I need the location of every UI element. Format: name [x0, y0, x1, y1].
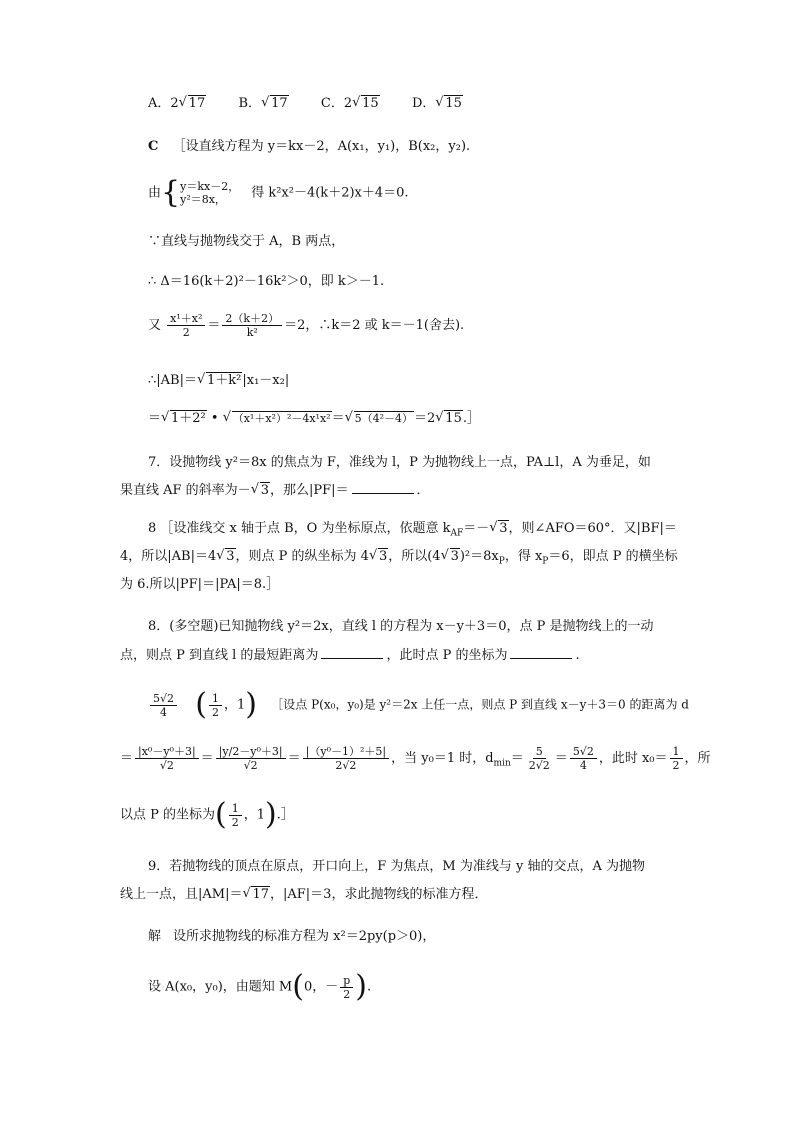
q7-answer-line2: 4，所以|AB|＝4√ 3，则点 P 的纵坐标为 4√ 3，所以(4√ $3)^2=8x_P$，得 $x_P=6$，即点 P 的横坐标	[120, 548, 678, 571]
q6-ab: ∴|AB|＝√ 1＋k²|x₁－x₂|	[148, 372, 289, 390]
q7-answer-line1: 8 ［设准线交 x 轴于点 B，O 为坐标原点，依题意 $k_{AF}=-√$ 3，则∠AFO＝60°．又|BF|＝	[148, 520, 677, 543]
choice-d: D．√ 15	[412, 96, 463, 111]
q9-solution-line2: 设 A(x₀，y₀)，由题知 M(0，－ $\frac{p}{2}$ ).	[148, 969, 372, 1004]
q7-line2: 果直线 AF 的斜率为－√ 3，那么|PF|＝ ．	[120, 481, 430, 500]
q6-calc: ＝√ 1＋2² • √ （x¹＋x²）²－4x¹x²＝√ 5（4²－4）＝2√ 15.］	[148, 410, 480, 428]
q8-blank-2[interactable]	[510, 646, 572, 659]
q7-line1: 7．设抛物线 y²＝8x 的焦点为 F，准线为 l，P 为抛物线上一点，PA⊥l，A 为垂足，如	[148, 455, 651, 470]
answer-choices	[148, 95, 463, 113]
q9-line1: 9．若抛物线的顶点在原点，开口向上，F 为焦点，M 为准线与 y 轴的交点，A 为抛物	[148, 859, 645, 874]
q7-blank[interactable]	[352, 481, 414, 494]
q6-answer-setup: C ［设直线方程为 y＝kx－2，A(x₁，y₁)，B(x₂，y₂).	[148, 139, 471, 154]
q8-line1: 8．(多空题)已知抛物线 y²＝2x，直线 l 的方程为 x－y＋3＝0，点 P 是抛物线上的一动	[148, 619, 654, 634]
q6-system: 由{ y＝kx－2， y²＝8x， 得 k²x²－4(k＋2)x＋4＝0.	[148, 175, 409, 210]
choice-c: C．2√ 15	[321, 96, 380, 111]
choice-a: A．2√ 17	[148, 96, 206, 111]
q8-line2: 点，则点 P 到直线 l 的最短距离为 ，此时点 P 的坐标为 .	[120, 648, 580, 663]
q8-distance: ＝ $\frac{\text{|x⁰－y⁰＋3|}}{√2}$ ＝ $\frac{\text{|y/2－y⁰＋3|}}{√2}$ ＝ $\frac{\text{|（y⁰－1）²＋5|}}{2√2}$ ，当 y₀＝1 时，$d_{min}=$ $\frac{5}{2√2}$ ＝ $\frac{5√2}{4}$ ，此时 x₀＝ $\frac{1}{2}$ ，所	[120, 745, 711, 772]
q8-answer-last: 以点 P 的坐标为( $\frac{1}{2}$ ，1).］	[120, 797, 294, 832]
answer-letter: C	[148, 139, 159, 154]
q6-intersect: ∵直线与抛物线交于 A，B 两点，	[148, 234, 345, 249]
q9-line2: 线上一点，且|AM|＝√ 17，|AF|＝3，求此抛物线的标准方程．	[120, 886, 487, 904]
q6-midpoint: 又 $\frac{\text{x¹＋x²}}{2}$ ＝ $\frac{2(k+2)}{\text{k²}}$ ＝2，∴k＝2 或 k＝－1(舍去).	[148, 312, 465, 339]
q9-solution-line1: 解 设所求抛物线的标准方程为 x²＝2py(p＞0)，	[148, 929, 436, 944]
choice-b: B．√ 17	[239, 96, 289, 111]
q8-answer-line1: $\frac{5√2}{4}$ ( $\frac{1}{2}$ ，1) ［设点 P(x₀，y₀)是 y²＝2x 上任一点，则点 P 到直线 x－y＋3＝0 的距离为 d	[148, 690, 689, 720]
q8-blank-1[interactable]	[321, 646, 383, 659]
q7-answer-line3: 为 6.所以|PF|＝|PA|＝8.］	[120, 577, 280, 592]
q6-delta: ∴ Δ＝16(k＋2)²－16k²＞0，即 k＞－1.	[148, 274, 385, 289]
